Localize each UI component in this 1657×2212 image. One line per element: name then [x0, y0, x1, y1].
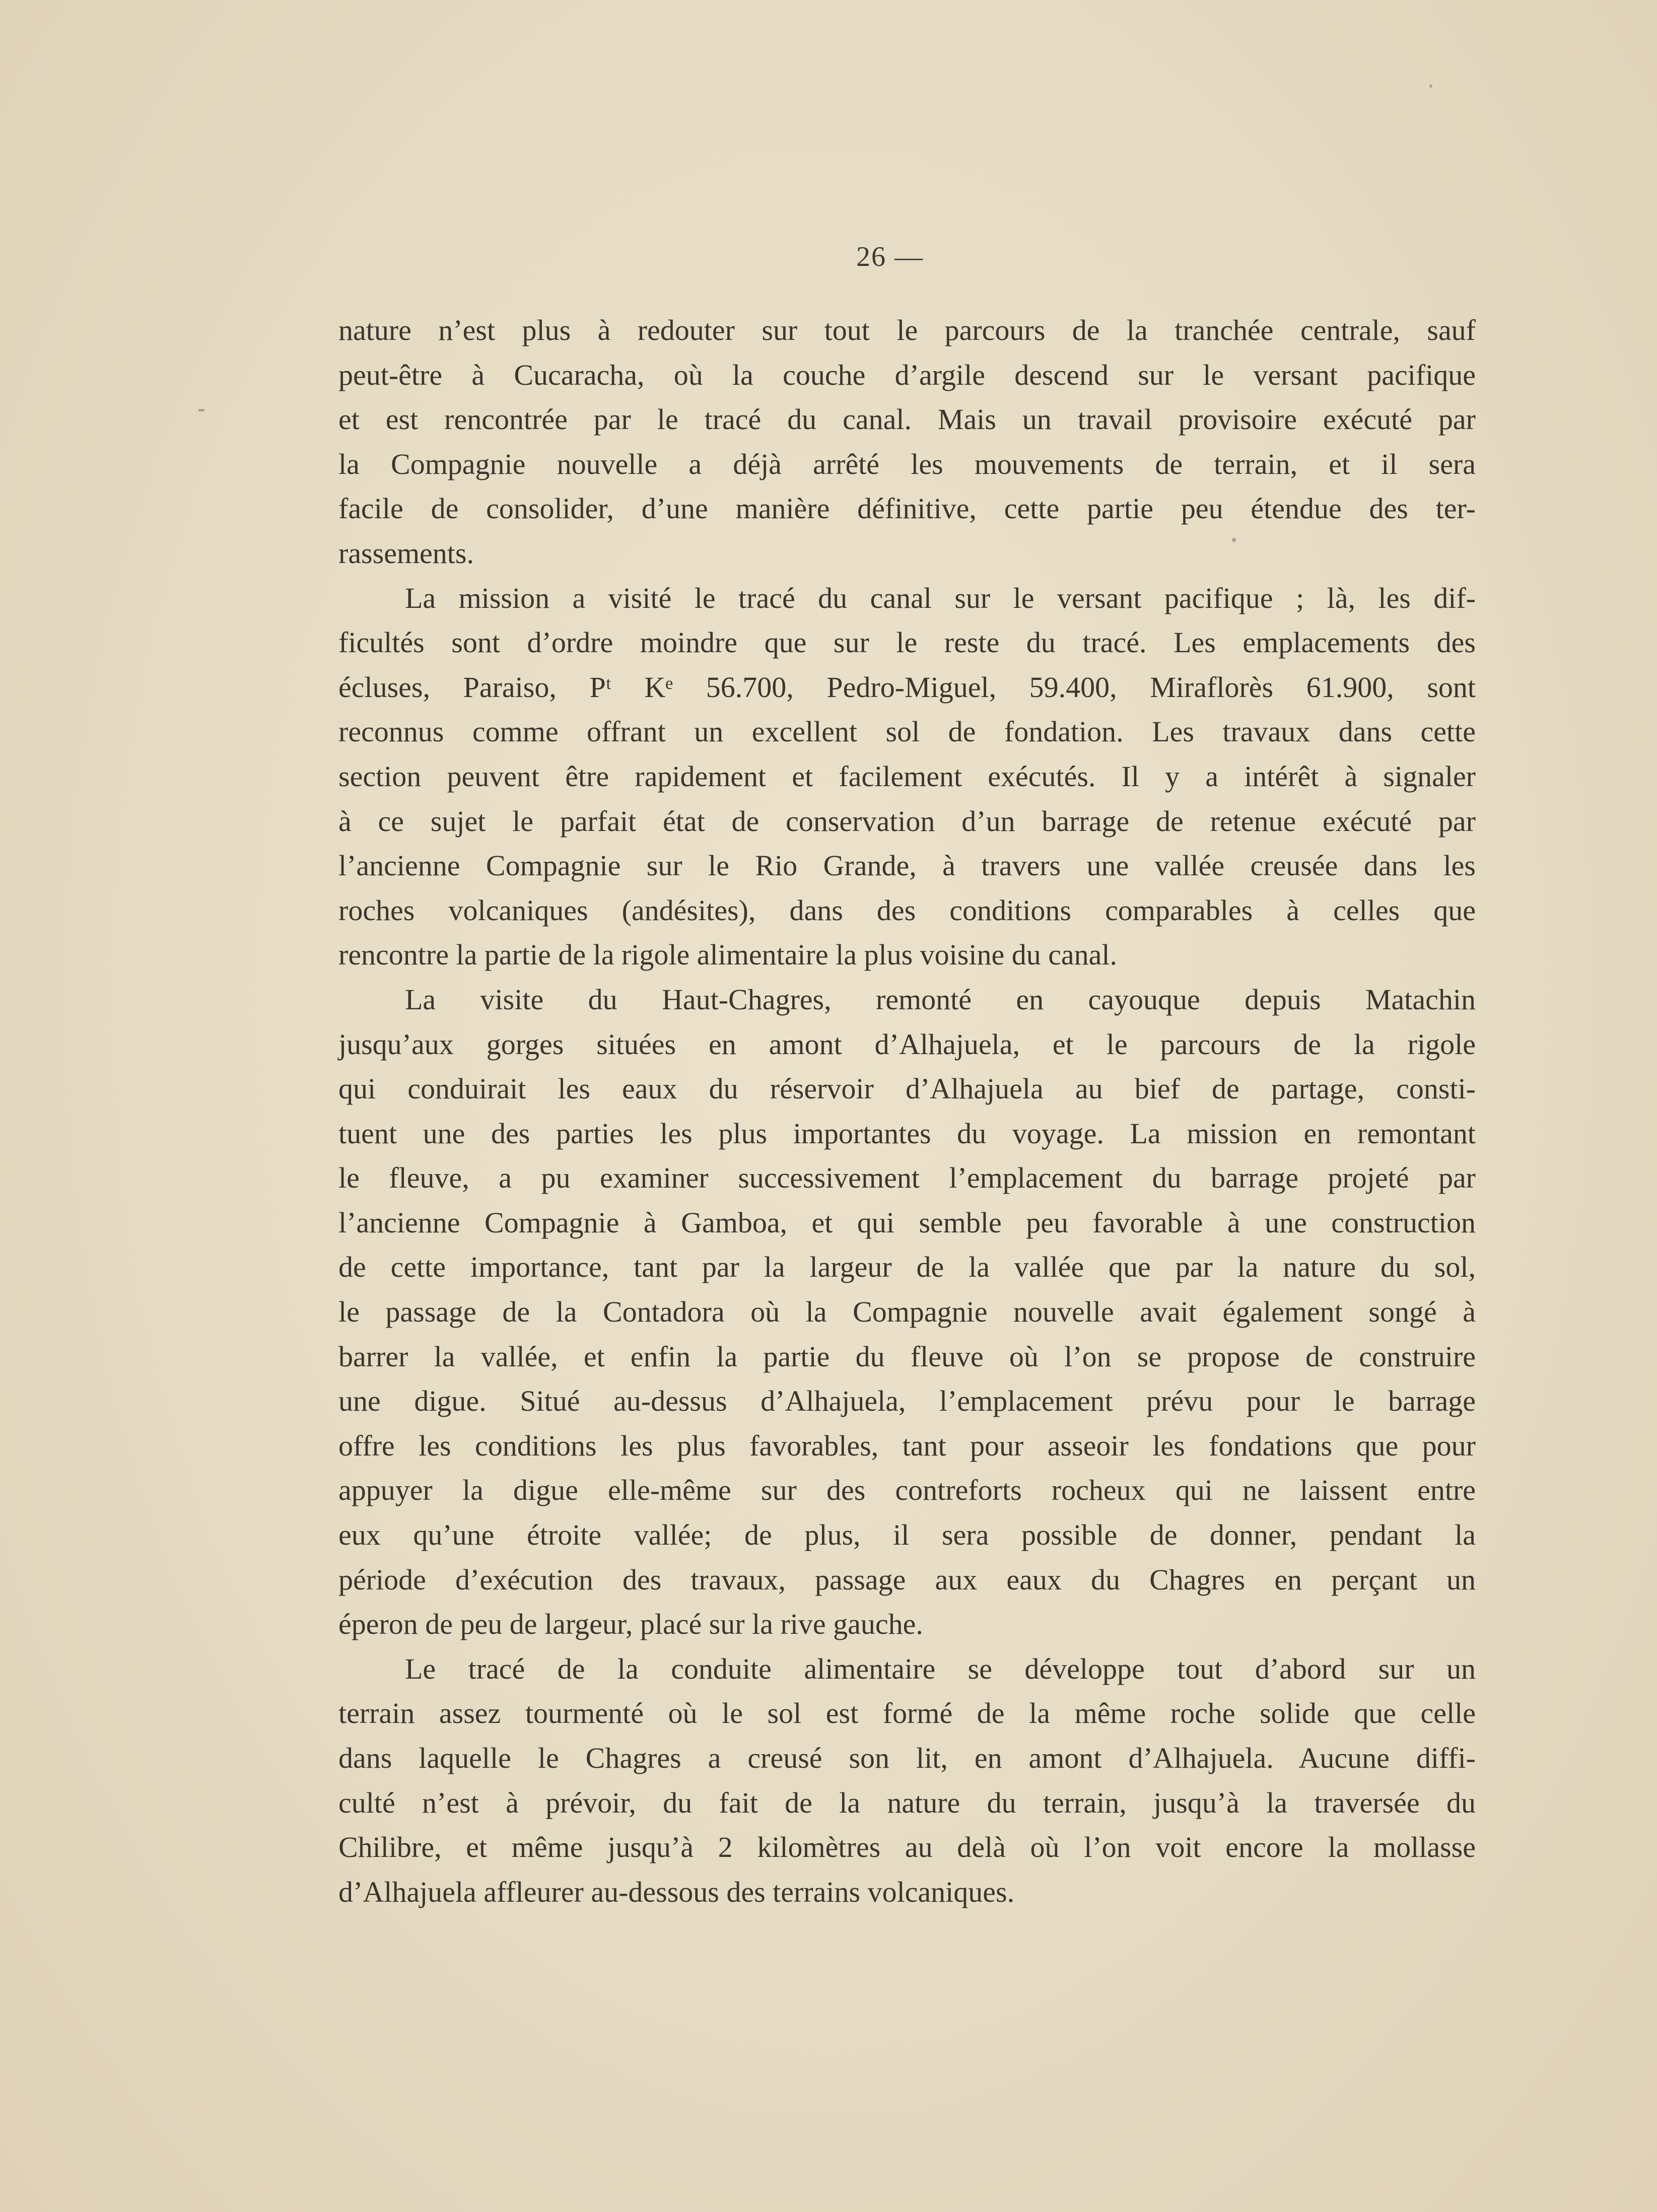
page-number: 26 —	[856, 241, 924, 272]
text-line: barrer la vallée, et enfin la partie du fleuve où l’on se propose de construire	[338, 1340, 1476, 1373]
text-line: le passage de la Contadora où la Compagnie nouvelle avait également songé à	[338, 1295, 1476, 1329]
paragraph	[338, 576, 1476, 978]
text-line: tuent une des parties les plus importantes du voyage. La mission en remontant	[338, 1117, 1476, 1150]
text-line: La mission a visité le tracé du canal sur le versant pacifique ; là, les dif-	[405, 581, 1476, 614]
text-line: l’ancienne Compagnie à Gamboa, et qui semble peu favorable à une construction	[338, 1206, 1476, 1239]
text-line: appuyer la digue elle-même sur des contreforts rocheux qui ne laissent entre	[338, 1474, 1476, 1507]
text-line: dans laquelle le Chagres a creusé son lit, en amont d’Alhajuela. Aucune diffi-	[338, 1742, 1476, 1774]
text-line: roches volcaniques (andésites), dans des conditions comparables à celles que	[338, 893, 1476, 927]
text-line: et est rencontrée par le tracé du canal. Mais un travail provisoire exécuté par	[338, 403, 1476, 436]
text-line: d’Alhajuela affleurer au-dessous des terrains volcaniques.	[338, 1875, 1015, 1908]
text-line: nature n’est plus à redouter sur tout le parcours de la tranchée centrale, sauf	[338, 314, 1476, 347]
text-line: rassements.	[338, 536, 474, 570]
text-line: le fleuve, a pu examiner successivement l’emplacement du barrage projeté par	[338, 1161, 1476, 1195]
paragraph	[338, 308, 1476, 576]
text-line: culté n’est à prévoir, du fait de la nature du terrain, jusqu’à la traversée du	[338, 1786, 1476, 1819]
text-line: éperon de peu de largeur, placé sur la rive gauche.	[338, 1608, 923, 1641]
paragraph	[338, 1647, 1476, 1915]
text-line: écluses, Paraiso, Pᵗ Kᵉ 56.700, Pedro-Miguel, 59.400, Miraflorès 61.900, sont	[338, 670, 1476, 704]
text-line: La visite du Haut-Chagres, remonté en cayouque depuis Matachin	[405, 983, 1476, 1016]
text-line: la Compagnie nouvelle a déjà arrêté les mouvements de terrain, et il sera	[338, 447, 1476, 480]
paper-speck	[1429, 85, 1432, 88]
text-line: section peuvent être rapidement et facilement exécutés. Il y a intérêt à signaler	[338, 759, 1476, 793]
text-line: reconnus comme offrant un excellent sol de fondation. Les travaux dans cette	[338, 715, 1476, 748]
text-line: jusqu’aux gorges situées en amont d’Alhajuela, et le parcours de la rigole	[338, 1027, 1476, 1061]
text-line: ficultés sont d’ordre moindre que sur le reste du tracé. Les emplacements des	[338, 626, 1476, 659]
paper-speck	[198, 409, 204, 411]
text-line: à ce sujet le parfait état de conservation d’un barrage de retenue exécuté par	[338, 804, 1476, 838]
text-line: peut-être à Cucaracha, où la couche d’argile descend sur le versant pacifique	[338, 358, 1476, 391]
text-line: une digue. Situé au-dessus d’Alhajuela, l’emplacement prévu pour le barrage	[338, 1385, 1476, 1418]
text-line: eux qu’une étroite vallée; de plus, il sera possible de donner, pendant la	[338, 1518, 1476, 1552]
paragraph	[338, 978, 1476, 1647]
text-line: l’ancienne Compagnie sur le Rio Grande, à travers une vallée creusée dans les	[338, 849, 1476, 882]
text-line: Le tracé de la conduite alimentaire se développe tout d’abord sur un	[405, 1652, 1476, 1685]
text-line: Chilibre, et même jusqu’à 2 kilomètres au delà où l’on voit encore la mollasse	[338, 1831, 1476, 1864]
text-line: période d’exécution des travaux, passage aux eaux du Chagres en perçant un	[338, 1563, 1476, 1596]
text-line: rencontre la partie de la rigole alimentaire la plus voisine du canal.	[338, 938, 1118, 972]
text-line: de cette importance, tant par la largeur de la vallée que par la nature du sol,	[338, 1251, 1476, 1284]
text-line: offre les conditions les plus favorables, tant pour asseoir les fondations que pour	[338, 1429, 1476, 1462]
body-text	[338, 308, 1476, 1914]
text-line: facile de consolider, d’une manière définitive, cette partie peu étendue des ter-	[338, 492, 1476, 525]
text-line: terrain assez tourmenté où le sol est formé de la même roche solide que celle	[338, 1697, 1476, 1730]
text-line: qui conduirait les eaux du réservoir d’Alhajuela au bief de partage, consti-	[338, 1072, 1476, 1105]
paper-speck	[1232, 538, 1236, 542]
